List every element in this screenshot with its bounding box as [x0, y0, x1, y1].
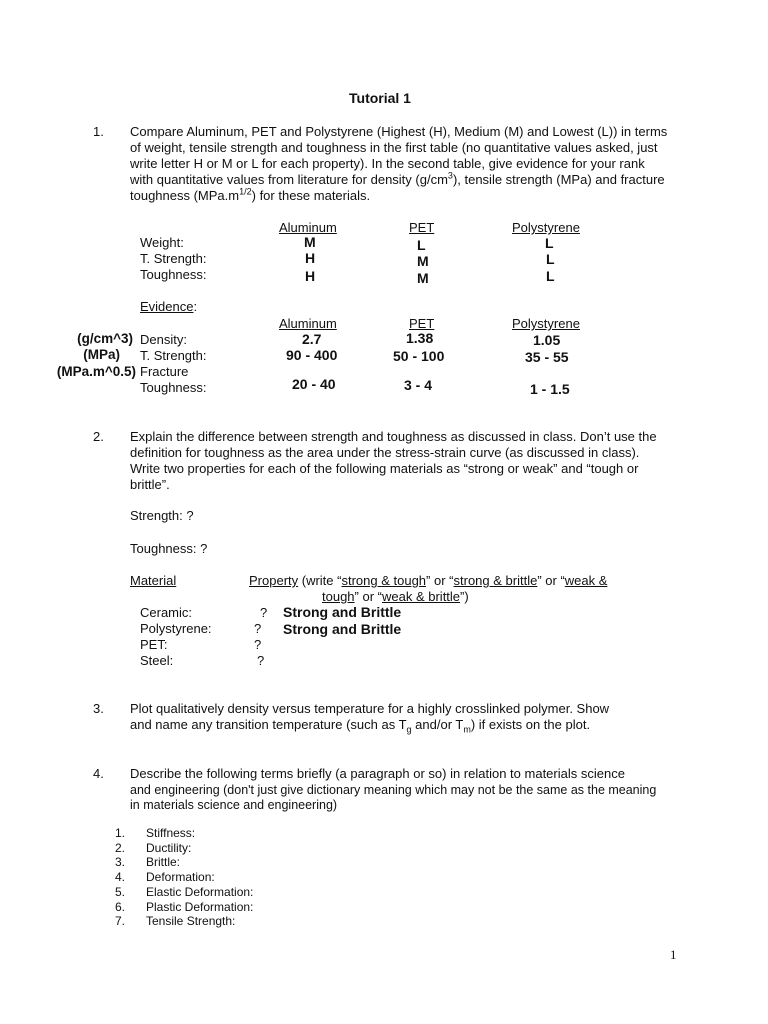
row-label-weight: Weight:: [140, 235, 184, 250]
evidence-label: Evidence:: [140, 299, 198, 314]
evidence-header-aluminum: Aluminum: [279, 316, 337, 331]
polystyrene-answer: Strong and Brittle: [283, 621, 402, 637]
toughness-aluminum: 20 - 40: [292, 376, 336, 392]
evidence-label-tstrength: T. Strength:: [140, 348, 207, 363]
q4-number: 4.: [93, 766, 104, 781]
material-steel: Steel:: [140, 653, 174, 668]
rank-tstrength-pet: M: [417, 253, 429, 269]
rank-tstrength-aluminum: H: [305, 250, 316, 266]
density-pet: 1.38: [406, 330, 434, 346]
rank-weight-pet: L: [417, 237, 426, 253]
rank-tstrength-polystyrene: L: [546, 251, 555, 267]
q2-number: 2.: [93, 429, 104, 444]
q1-number: 1.: [93, 124, 104, 139]
tstrength-polystyrene: 35 - 55: [525, 349, 569, 365]
list-item: 5. Elastic Deformation:: [115, 884, 254, 899]
property-header-cont: tough” or “weak & brittle”): [322, 589, 469, 604]
material-polystyrene: Polystyrene:: [140, 621, 212, 636]
list-item: 6. Plastic Deformation:: [115, 899, 254, 914]
list-item: 2. Ductility:: [115, 840, 192, 855]
q3-line1: Plot qualitatively density versus temperature for a highly crosslinked polymer. Show: [130, 701, 610, 716]
ceramic-q: ?: [260, 605, 268, 620]
tstrength-aluminum: 90 - 400: [286, 347, 338, 363]
rank-weight-polystyrene: L: [545, 235, 554, 251]
property-header: Property (write “strong & tough” or “strong & brittle” or “weak &: [249, 573, 608, 588]
steel-q: ?: [257, 653, 265, 668]
density-polystyrene: 1.05: [533, 332, 561, 348]
list-item: 4. Deformation:: [115, 870, 215, 885]
rank-toughness-pet: M: [417, 270, 429, 286]
page-number: 1: [670, 947, 677, 962]
q1-text: Compare Aluminum, PET and Polystyrene (Highest (H), Medium (M) and Lowest (L)) in terms of weight, tensile strength and toughness in the first table (no quantitative values asked, just write letter H or M or L for each property). In the second table, give evidence for your rank with quantitative values from literature for density $(g/cm^3)$, tensile strength (MPa) and fracture toughness $(MPa.m^{1/2})$ for these materials.: [130, 124, 668, 203]
polystyrene-q: ?: [254, 621, 262, 636]
q4-line2: and engineering (don't just give dictionary meaning which may not be the same as the meaning: [130, 783, 657, 797]
q2-strength: Strength: ?: [130, 508, 194, 523]
rank-toughness-aluminum: H: [305, 268, 316, 284]
page-title: Tutorial 1: [349, 90, 411, 106]
tstrength-pet: 50 - 100: [393, 348, 445, 364]
rank-weight-aluminum: M: [304, 234, 316, 250]
unit-density: (g/cm^3): [77, 331, 133, 346]
toughness-polystyrene: 1 - 1.5: [530, 381, 570, 397]
unit-toughness: (MPa.m^0.5): [56, 364, 136, 379]
material-pet: PET:: [140, 637, 168, 652]
header-pet: PET: [409, 220, 435, 235]
material-header: Material: [130, 573, 177, 588]
list-item: 1. Stiffness:: [115, 826, 196, 840]
q2-toughness: Toughness: ?: [130, 541, 208, 556]
list-item: 3. Brittle:: [115, 855, 181, 870]
q3-number: 3.: [93, 701, 104, 716]
toughness-pet: 3 - 4: [404, 377, 433, 393]
evidence-label-density: Density:: [140, 332, 187, 347]
density-aluminum: 2.7: [302, 331, 322, 347]
q4-line3: in materials science and engineering): [130, 798, 338, 812]
list-item: 7. Tensile Strength:: [115, 914, 236, 929]
evidence-header-pet: PET: [409, 316, 435, 331]
evidence-label-fracture: Fracture: [140, 364, 189, 379]
term-list: [115, 826, 253, 929]
q4-line1: Describe the following terms briefly (a paragraph or so) in relation to materials science: [130, 766, 625, 781]
q3-line2: and name any transition temperature (such as $T_g$ and/or $T_m$) if exists on the plot.: [130, 717, 591, 735]
unit-tstrength: (MPa): [83, 347, 120, 362]
material-ceramic: Ceramic:: [140, 605, 193, 620]
header-polystyrene: Polystyrene: [512, 220, 580, 235]
row-label-toughness: Toughness:: [140, 267, 207, 282]
evidence-header-polystyrene: Polystyrene: [512, 316, 580, 331]
rank-toughness-polystyrene: L: [546, 268, 555, 284]
q2-text: Explain the difference between strength and toughness as discussed in class. Don’t use the definition for toughness as the area under the stress-strain curve (as discussed in class). Write two properties for each of the following materials as “strong or weak” and “tough or brittle”.: [130, 429, 657, 492]
header-aluminum: Aluminum: [279, 220, 337, 235]
pet-q: ?: [254, 637, 262, 652]
ceramic-answer: Strong and Brittle: [283, 604, 402, 620]
row-label-tstrength: T. Strength:: [140, 251, 207, 266]
evidence-label-toughness: Toughness:: [140, 380, 207, 395]
